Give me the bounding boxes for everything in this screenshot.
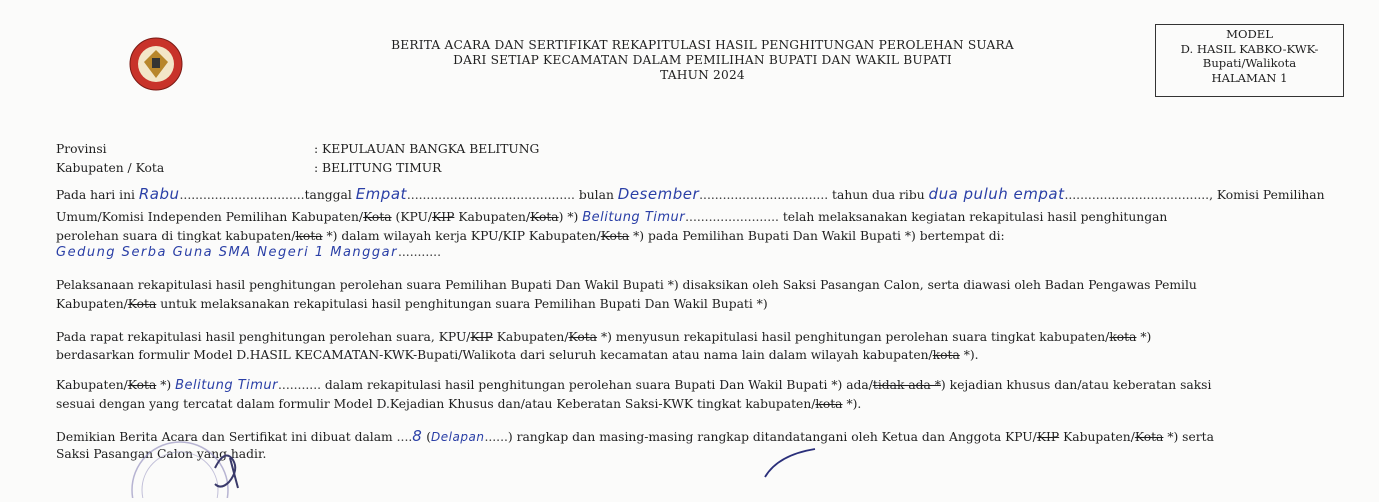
text: *). — [842, 397, 862, 411]
tanggal-field[interactable]: Empat — [355, 185, 407, 203]
para1-line2 — [56, 209, 1336, 226]
kabupaten-label: Kabupaten / Kota — [56, 161, 165, 175]
text: *) menyusun rekapitulasi hasil penghitungan perolehan suara tingkat kabupaten/ — [597, 330, 1110, 344]
para4-line2 — [56, 396, 1336, 412]
text: Kabupaten/ — [492, 330, 569, 344]
document-header — [300, 38, 1105, 83]
text: berdasarkan formulir Model D.HASIL KECAMATAN-KWK-Bupati/Walikota dari seluruh kecamatan atau nama lain dalam wilayah kabupaten/ — [56, 348, 933, 362]
struck-text: Kota — [127, 378, 157, 392]
kpu-logo — [128, 36, 184, 92]
struck-text: KIP — [1036, 430, 1060, 444]
para4-line1 — [56, 377, 1336, 394]
text: Kabupaten/ — [56, 378, 128, 392]
text: perolehan suara di tingkat kabupaten/ — [56, 229, 296, 243]
text: *). — [959, 348, 979, 362]
dots: ..................................... — [1064, 188, 1210, 202]
struck-text: Kota — [127, 297, 157, 311]
provinsi-row — [56, 141, 1336, 157]
struck-text: tidak ada * — [872, 378, 941, 392]
text: ) rangkap dan masing-masing rangkap ditandatangani oleh Ketua dan Anggota KPU/ — [507, 430, 1037, 444]
struck-text: kota — [1109, 330, 1137, 344]
para2-line2 — [56, 296, 1336, 312]
tahun-field[interactable]: dua puluh empat — [928, 185, 1065, 203]
struck-text: KIP — [470, 330, 493, 344]
dots: ...... — [484, 430, 508, 444]
kabupaten-name-field[interactable]: Belitung Timur — [582, 210, 686, 225]
dots: ................................. — [699, 188, 829, 202]
text: Saksi Pasangan Calon yang hadir. — [56, 447, 267, 461]
struck-text: Kota — [600, 229, 630, 243]
text: ) kejadian khusus dan/atau keberatan saksi — [940, 378, 1212, 392]
kabupaten-name-field-2[interactable]: Belitung Timur — [175, 378, 279, 393]
provinsi-label: Provinsi — [56, 142, 107, 156]
text: Pelaksanaan rekapitulasi hasil penghitungan perolehan suara Pemilihan Bupati Dan Wakil Bupati *) disaksikan oleh Saksi Pasangan Calon, serta diawasi oleh Badan Pengawas Pemilu — [56, 278, 1197, 292]
text: telah melaksanakan kegiatan rekapitulasi hasil penghitungan — [778, 210, 1168, 224]
jumlah-rangkap-field[interactable]: 8 — [412, 427, 423, 445]
para1-line1 — [56, 186, 1336, 203]
dots: ................................ — [179, 188, 305, 202]
header-title-line3: TAHUN 2024 — [660, 68, 745, 82]
dots: ........................ — [685, 210, 779, 224]
kabupaten-value: : BELITUNG TIMUR — [314, 161, 442, 175]
model-code: D. HASIL KABKO-KWK- — [1180, 41, 1319, 56]
text: *) — [1136, 330, 1152, 344]
text: ) *) — [558, 210, 583, 224]
text: Demikian Berita Acara dan Sertifikat ini dibuat dalam — [56, 430, 397, 444]
text: Kabupaten/ — [56, 297, 128, 311]
tempat-field[interactable]: Gedung Serba Guna SMA Negeri 1 Manggar — [56, 245, 398, 260]
official-stamp — [120, 428, 280, 498]
dots: ........... — [397, 245, 441, 259]
struck-text: Kota — [1134, 430, 1164, 444]
dots: ........................................... — [406, 188, 575, 202]
para3-line1 — [56, 329, 1336, 345]
header-title-line2: DARI SETIAP KECAMATAN DALAM PEMILIHAN BUPATI DAN WAKIL BUPATI — [453, 53, 952, 67]
para1-line4 — [56, 244, 1336, 261]
model-label: MODEL — [1226, 27, 1273, 41]
text: ( — [422, 430, 432, 444]
model-box — [1155, 24, 1344, 97]
hari-field[interactable]: Rabu — [138, 185, 180, 203]
text: Umum/Komisi Independen Pemilihan Kabupaten/ — [56, 210, 364, 224]
signature — [760, 445, 820, 485]
struck-text: Kota — [363, 210, 392, 224]
text: , Komisi Pemilihan — [1209, 188, 1325, 202]
struck-text: KIP — [432, 210, 455, 224]
page-number: HALAMAN 1 — [1211, 70, 1288, 85]
jumlah-rangkap-text-field[interactable]: Delapan — [431, 430, 485, 444]
text: sesuai dengan yang tercatat dalam formulir Model D.Kejadian Khusus dan/atau Keberatan Saksi-KWK tingkat kabupaten/ — [56, 397, 816, 411]
bulan-field[interactable]: Desember — [617, 185, 700, 203]
provinsi-value: : KEPULAUAN BANGKA BELITUNG — [314, 142, 540, 156]
text: untuk melaksanakan rekapitulasi hasil penghitungan suara Pemilihan Bupati Dan Wakil Bupati *) — [156, 297, 768, 311]
text: *) pada Pemilihan Bupati Dan Wakil Bupati *) bertempat di: — [629, 229, 1005, 243]
text: *) serta — [1163, 430, 1214, 444]
dots: .... — [396, 430, 413, 444]
text: Kabupaten/ — [454, 210, 531, 224]
text: Pada rapat rekapitulasi hasil penghitungan perolehan suara, KPU/ — [56, 330, 471, 344]
model-type: Bupati/Walikota — [1202, 56, 1297, 71]
text: *) dalam wilayah kerja KPU/KIP Kabupaten/ — [322, 229, 601, 243]
para1-line3 — [56, 228, 1336, 244]
text: dalam rekapitulasi hasil penghitungan perolehan suara Bupati Dan Wakil Bupati *) ada/ — [321, 378, 873, 392]
text: Kabupaten/ — [1059, 430, 1135, 444]
dots: ........... — [278, 378, 322, 392]
para2-line1 — [56, 277, 1336, 293]
kabupaten-row — [56, 160, 1336, 176]
text: tanggal — [304, 188, 356, 202]
struck-text: kota — [295, 229, 323, 243]
text: bulan — [574, 188, 618, 202]
struck-text: Kota — [530, 210, 559, 224]
header-title-line1: BERITA ACARA DAN SERTIFIKAT REKAPITULASI HASIL PENGHITUNGAN PEROLEHAN SUARA — [391, 38, 1014, 52]
struck-text: kota — [815, 397, 843, 411]
text: *) — [156, 378, 176, 392]
para3-line2 — [56, 347, 1336, 363]
text: tahun dua ribu — [828, 188, 929, 202]
text: (KPU/ — [391, 210, 433, 224]
text: Pada hari ini — [56, 188, 139, 202]
struck-text: kota — [932, 348, 960, 362]
struck-text: Kota — [568, 330, 598, 344]
